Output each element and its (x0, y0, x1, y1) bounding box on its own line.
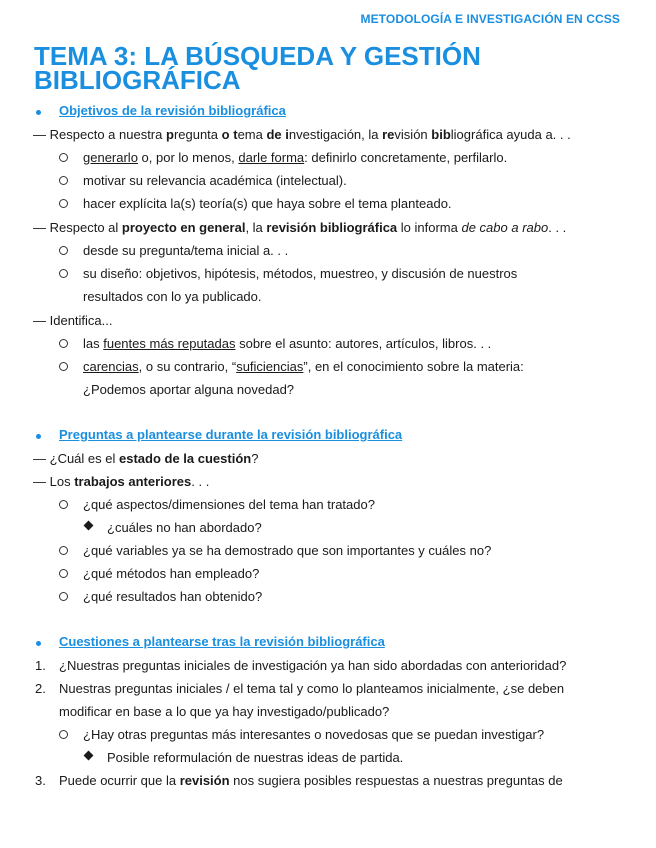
circle-bullet-icon (59, 569, 68, 578)
circle-bullet-icon (59, 339, 68, 348)
circle-bullet-icon (59, 500, 68, 509)
circle-bullet-icon (59, 176, 68, 185)
circle-bullet-icon (59, 362, 68, 371)
list-item: generarlo o, por lo menos, darle forma: definirlo concretamente, perfilarlo. (83, 150, 508, 165)
diamond-bullet-icon (84, 521, 94, 531)
running-header: METODOLOGÍA E INVESTIGACIÓN EN CCSS (360, 12, 620, 26)
list-item: ¿qué aspectos/dimensiones del tema han tratado? (83, 497, 375, 512)
section-heading-objetivos: Objetivos de la revisión bibliográfica (59, 103, 286, 118)
list-item: desde su pregunta/tema inicial a. . . (83, 243, 289, 258)
text-line: — Los trabajos anteriores. . . (33, 474, 210, 489)
section-heading-preguntas: Preguntas a plantearse durante la revisión bibliográfica (59, 427, 403, 442)
text-line: — Respecto al proyecto en general, la revisión bibliográfica lo informa de cabo a rabo. . . (33, 220, 567, 235)
list-item: ¿qué resultados han obtenido? (83, 589, 263, 604)
sub-list-item: Posible reformulación de nuestras ideas de partida. (107, 750, 404, 765)
text-line: — ¿Cuál es el estado de la cuestión? (33, 451, 259, 466)
list-item-continuation: ¿Podemos aportar alguna novedad? (83, 382, 295, 397)
numbered-item: ¿Nuestras preguntas iniciales de investigación ya han sido abordadas con anterioridad? (59, 658, 567, 673)
numbered-item: Puede ocurrir que la revisión nos sugiera posibles respuestas a nuestras preguntas de (59, 773, 563, 788)
numbered-item-number: 2. (35, 681, 46, 696)
circle-bullet-icon (59, 246, 68, 255)
diamond-bullet-icon (84, 751, 94, 761)
bullet-dot-icon (36, 434, 41, 439)
page-title: TEMA 3: LA BÚSQUEDA Y GESTIÓN BIBLIOGRÁFICA (34, 41, 481, 95)
list-item: motivar su relevancia académica (intelectual). (83, 173, 347, 188)
numbered-item-number: 1. (35, 658, 46, 673)
circle-bullet-icon (59, 199, 68, 208)
circle-bullet-icon (59, 730, 68, 739)
list-item: carencias, o su contrario, “suficiencias”, en el conocimiento sobre la materia: (83, 359, 524, 374)
list-item: ¿qué métodos han empleado? (83, 566, 260, 581)
circle-bullet-icon (59, 546, 68, 555)
text-line: — Identifica... (33, 313, 113, 328)
circle-bullet-icon (59, 153, 68, 162)
bullet-dot-icon (36, 110, 41, 115)
bullet-dot-icon (36, 641, 41, 646)
section-heading-cuestiones: Cuestiones a plantearse tras la revisión bibliográfica (59, 634, 385, 649)
list-item: las fuentes más reputadas sobre el asunto: autores, artículos, libros. . . (83, 336, 492, 351)
sub-list-item: ¿cuáles no han abordado? (107, 520, 262, 535)
numbered-item-number: 3. (35, 773, 46, 788)
circle-bullet-icon (59, 592, 68, 601)
list-item: ¿qué variables ya se ha demostrado que son importantes y cuáles no? (83, 543, 492, 558)
circle-bullet-icon (59, 269, 68, 278)
list-item-continuation: resultados con lo ya publicado. (83, 289, 262, 304)
numbered-item-continuation: modificar en base a lo que ya hay investigado/publicado? (59, 704, 390, 719)
numbered-item: Nuestras preguntas iniciales / el tema tal y como lo planteamos inicialmente, ¿se deben (59, 681, 565, 696)
list-item: su diseño: objetivos, hipótesis, métodos, muestreo, y discusión de nuestros (83, 266, 518, 281)
list-item: ¿Hay otras preguntas más interesantes o novedosas que se puedan investigar? (83, 727, 545, 742)
list-item: hacer explícita la(s) teoría(s) que haya sobre el tema planteado. (83, 196, 452, 211)
text-line: — Respecto a nuestra pregunta o tema de investigación, la revisión bibliográfica ayuda a. . . (33, 127, 571, 142)
